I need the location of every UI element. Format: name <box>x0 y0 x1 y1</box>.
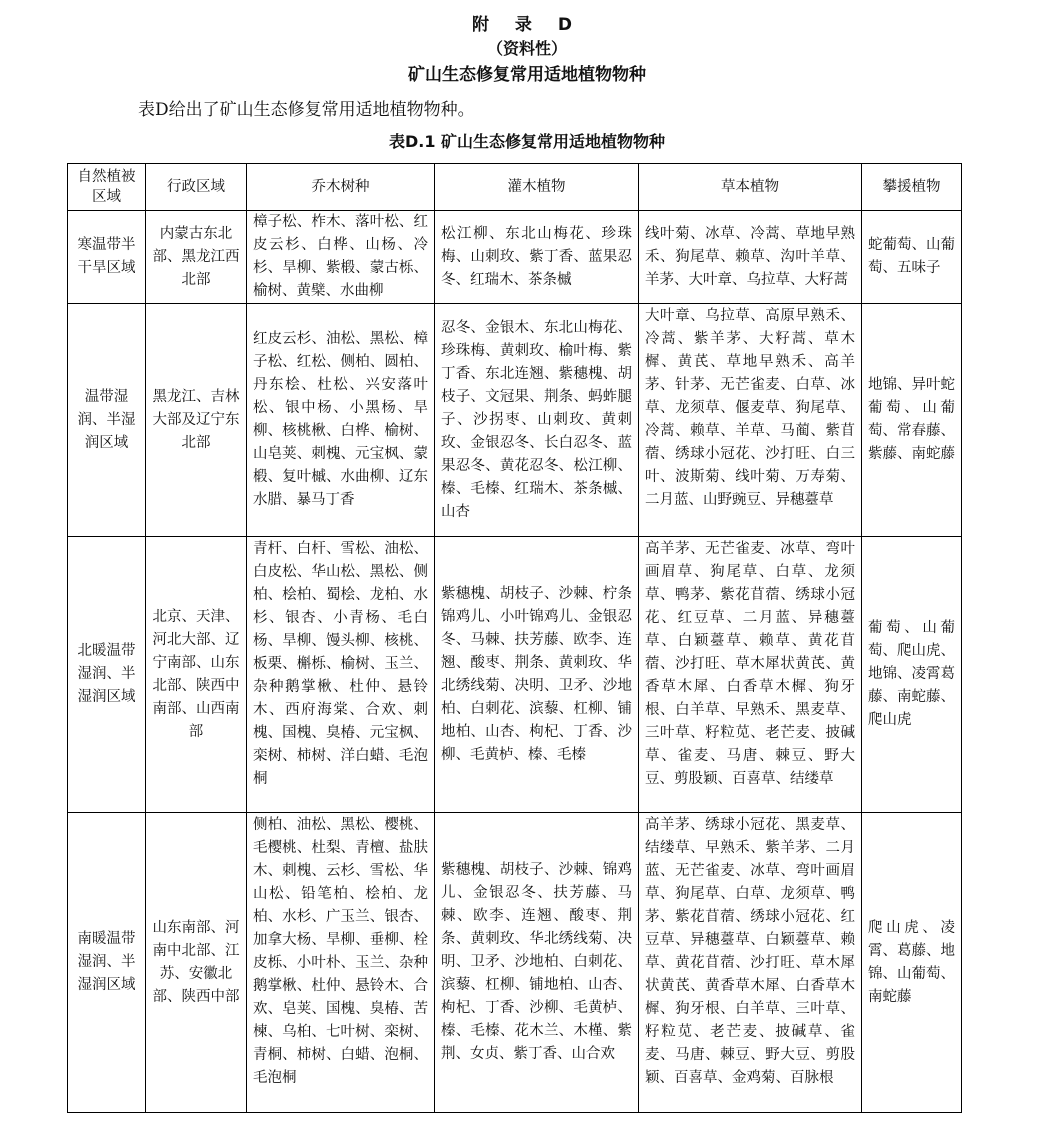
cell-trees: 樟子松、柞木、落叶松、红皮云杉、白桦、山杨、冷杉、旱柳、紫椴、蒙古栎、榆树、黄檗、水曲柳 <box>247 211 435 304</box>
cell-shrubs: 紫穗槐、胡枝子、沙棘、锦鸡儿、金银忍冬、扶芳藤、马棘、欧李、连翘、酸枣、荆条、黄刺玫、华北绣线菊、决明、卫矛、沙地柏、白刺花、滨藜、杠柳、铺地柏、山杏、枸杞、丁香、沙柳、毛黄栌、榛、毛榛、花木兰、木槿、紫荆、女贞、紫丁香、山合欢 <box>435 813 639 1113</box>
cell-climbers: 爬山虎、凌霄、葛藤、地锦、山葡萄、南蛇藤 <box>862 813 962 1113</box>
cell-trees: 青杆、白杆、雪松、油松、白皮松、华山松、黑松、侧柏、桧柏、蜀桧、龙柏、水杉、银杏、小青杨、毛白杨、旱柳、馒头柳、核桃、板栗、槲栎、榆树、玉兰、杂种鹅掌楸、杜仲、悬铃木、西府海棠、合欢、刺槐、国槐、臭椿、元宝枫、栾树、柿树、洋白蜡、毛泡桐 <box>247 537 435 813</box>
cell-shrubs: 松江柳、东北山梅花、珍珠梅、山刺玫、紫丁香、蓝果忍冬、红瑞木、茶条槭 <box>435 211 639 304</box>
header-zone: 自然植被区域 <box>68 164 146 211</box>
cell-herbs: 高羊茅、无芒雀麦、冰草、弯叶画眉草、狗尾草、白草、龙须草、鸭茅、紫花苜蓿、绣球小冠花、红豆草、二月蓝、异穗薹草、白颖薹草、赖草、黄花苜蓿、沙打旺、草木犀状黄芪、黄香草木犀、白香草木樨、狗牙根、白羊草、早熟禾、黑麦草、三叶草、籽粒苋、老芒麦、披碱草、雀麦、马唐、棘豆、野大豆、剪股颖、百喜草、结缕草 <box>639 537 862 813</box>
table-row <box>68 211 962 304</box>
table-row <box>68 304 962 537</box>
table-row <box>68 813 962 1113</box>
cell-trees: 侧柏、油松、黑松、樱桃、毛樱桃、杜梨、青檀、盐肤木、刺槐、云杉、雪松、华山松、铅笔柏、桧柏、龙柏、水杉、广玉兰、银杏、加拿大杨、旱柳、垂柳、栓皮栎、小叶朴、玉兰、杂种鹅掌楸、杜仲、悬铃木、合欢、皂荚、国槐、臭椿、苦楝、乌桕、七叶树、栾树、青桐、柿树、白蜡、泡桐、毛泡桐 <box>247 813 435 1113</box>
cell-zone: 南暖温带湿润、半湿润区域 <box>68 813 146 1113</box>
cell-herbs: 高羊茅、绣球小冠花、黑麦草、结缕草、早熟禾、紫羊茅、二月蓝、无芒雀麦、冰草、弯叶画眉草、狗尾草、白草、龙须草、鸭茅、紫花苜蓿、绣球小冠花、红豆草、异穗薹草、白颖薹草、赖草、黄花苜蓿、沙打旺、草木犀状黄芪、黄香草木犀、白香草木樨、狗牙根、白羊草、三叶草、籽粒苋、老芒麦、披碱草、雀麦、马唐、棘豆、野大豆、剪股颖、百喜草、金鸡菊、百脉根 <box>639 813 862 1113</box>
cell-region: 北京、天津、河北大部、辽宁南部、山东北部、陕西中南部、山西南部 <box>146 537 247 813</box>
header-trees: 乔木树种 <box>247 164 435 211</box>
table-caption: 表D.1 矿山生态修复常用适地植物物种 <box>388 132 666 151</box>
cell-zone: 北暖温带湿润、半湿润区域 <box>68 537 146 813</box>
species-table <box>67 163 962 1113</box>
header-shrubs: 灌木植物 <box>435 164 639 211</box>
cell-climbers: 葡萄、山葡萄、爬山虎、地锦、凌霄葛藤、南蛇藤、爬山虎 <box>862 537 962 813</box>
cell-zone: 寒温带半干旱区域 <box>68 211 146 304</box>
appendix-label: 附 录 D <box>472 15 582 35</box>
cell-climbers: 地锦、异叶蛇葡萄、山葡萄、常春藤、紫藤、南蛇藤 <box>862 304 962 537</box>
header-herbs: 草本植物 <box>639 164 862 211</box>
cell-herbs: 线叶菊、冰草、冷蒿、草地早熟禾、狗尾草、赖草、沟叶羊草、羊茅、大叶章、乌拉草、大籽蒿 <box>639 211 862 304</box>
cell-herbs: 大叶章、乌拉草、高原早熟禾、冷蒿、紫羊茅、大籽蒿、草木樨、黄芪、草地早熟禾、高羊茅、针茅、无芒雀麦、白草、冰草、龙须草、偃麦草、狗尾草、冷蒿、赖草、羊草、马蔺、紫苜蓿、绣球小冠花、沙打旺、白三叶、波斯菊、线叶菊、万寿菊、二月蓝、山野豌豆、异穗薹草 <box>639 304 862 537</box>
table-row <box>68 537 962 813</box>
cell-region: 内蒙古东北部、黑龙江西北部 <box>146 211 247 304</box>
cell-trees: 红皮云杉、油松、黑松、樟子松、红松、侧柏、圆柏、丹东桧、杜松、兴安落叶松、银中杨、小黑杨、旱柳、核桃楸、白桦、榆树、山皂荚、刺槐、元宝枫、蒙椴、复叶槭、水曲柳、辽东水腊、暴马丁香 <box>247 304 435 537</box>
header-climbers: 攀援植物 <box>862 164 962 211</box>
cell-zone: 温带湿润、半湿润区域 <box>68 304 146 537</box>
intro-paragraph: 表D给出了矿山生态修复常用适地植物物种。 <box>138 100 475 120</box>
appendix-nature: （资料性） <box>486 39 567 58</box>
cell-shrubs: 紫穗槐、胡枝子、沙棘、柠条锦鸡儿、小叶锦鸡儿、金银忍冬、马棘、扶芳藤、欧李、连翘、酸枣、荆条、黄刺玫、华北绣线菊、决明、卫矛、沙地柏、白刺花、滨藜、杠柳、铺地柏、山杏、枸杞、丁香、沙柳、毛黄栌、榛、毛榛 <box>435 537 639 813</box>
cell-region: 黑龙江、吉林大部及辽宁东北部 <box>146 304 247 537</box>
appendix-title: 矿山生态修复常用适地植物物种 <box>408 65 646 85</box>
cell-region: 山东南部、河南中北部、江苏、安徽北部、陕西中部 <box>146 813 247 1113</box>
cell-shrubs: 忍冬、金银木、东北山梅花、珍珠梅、黄刺玫、榆叶梅、紫丁香、东北连翘、紫穗槐、胡枝子、文冠果、荆条、蚂蚱腿子、沙拐枣、山刺玫、黄刺玫、金银忍冬、长白忍冬、蓝果忍冬、黄花忍冬、松江柳、榛、毛榛、红瑞木、茶条槭、山杏 <box>435 304 639 537</box>
table-header-row <box>68 164 962 211</box>
cell-climbers: 蛇葡萄、山葡萄、五味子 <box>862 211 962 304</box>
header-region: 行政区域 <box>146 164 247 211</box>
